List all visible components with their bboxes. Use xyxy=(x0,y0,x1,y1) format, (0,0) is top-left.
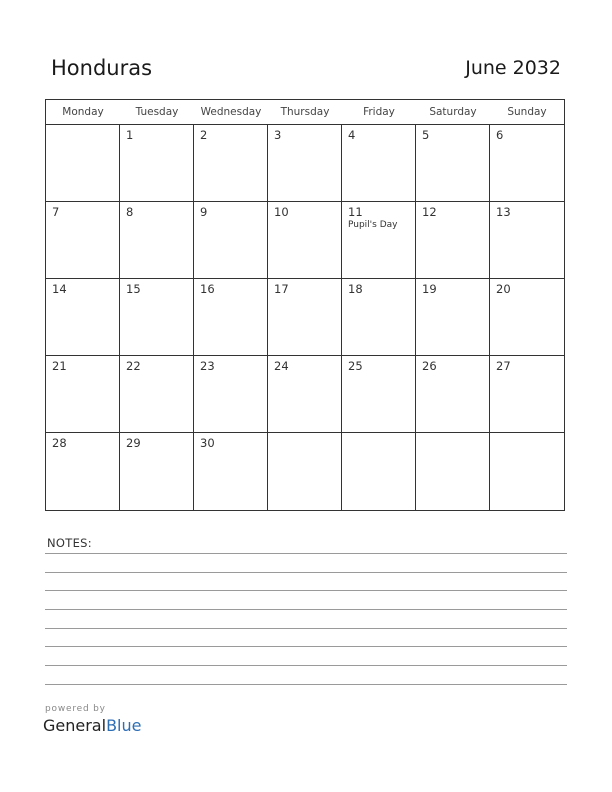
calendar-grid xyxy=(45,99,565,511)
day-cell xyxy=(416,202,490,279)
day-number: 9 xyxy=(200,205,208,219)
day-cell xyxy=(120,125,194,202)
day-cell xyxy=(268,125,342,202)
day-cell xyxy=(268,279,342,356)
day-cell xyxy=(194,202,268,279)
note-line xyxy=(45,628,567,629)
weekday-saturday: Saturday xyxy=(429,106,477,118)
day-number: 11 xyxy=(348,205,363,219)
day-number: 15 xyxy=(126,282,141,296)
day-number: 19 xyxy=(422,282,437,296)
day-number: 26 xyxy=(422,359,437,373)
day-number: 4 xyxy=(348,128,356,142)
day-cell xyxy=(46,433,120,510)
day-cell xyxy=(268,356,342,433)
note-line xyxy=(45,646,567,647)
day-cell xyxy=(416,433,490,510)
day-cell xyxy=(342,433,416,510)
weekday-monday: Monday xyxy=(62,106,104,118)
weekday-tuesday: Tuesday xyxy=(135,106,179,118)
day-cell xyxy=(268,202,342,279)
day-number: 3 xyxy=(274,128,282,142)
powered-by-text: powered by xyxy=(45,704,106,714)
day-cell xyxy=(490,433,564,510)
month-year-title: June 2032 xyxy=(465,57,561,79)
weekday-wednesday: Wednesday xyxy=(200,106,262,118)
day-cell xyxy=(194,279,268,356)
brand-general: General xyxy=(43,716,107,735)
day-number: 10 xyxy=(274,205,289,219)
day-cell xyxy=(194,433,268,510)
day-number: 6 xyxy=(496,128,504,142)
day-cell xyxy=(46,202,120,279)
day-number: 7 xyxy=(52,205,60,219)
day-cell xyxy=(416,279,490,356)
day-cell xyxy=(46,279,120,356)
weekday-thursday: Thursday xyxy=(280,106,330,118)
day-cell xyxy=(342,202,416,279)
day-cell xyxy=(194,356,268,433)
day-number: 8 xyxy=(126,205,134,219)
weekday-sunday: Sunday xyxy=(507,106,547,118)
day-number: 28 xyxy=(52,436,67,450)
day-number: 24 xyxy=(274,359,289,373)
note-line xyxy=(45,590,567,591)
note-line xyxy=(45,572,567,573)
day-cell xyxy=(416,125,490,202)
day-number: 23 xyxy=(200,359,215,373)
day-cell xyxy=(342,279,416,356)
day-number: 22 xyxy=(126,359,141,373)
day-number: 18 xyxy=(348,282,363,296)
day-cell xyxy=(120,279,194,356)
day-cell xyxy=(490,356,564,433)
day-cell xyxy=(416,356,490,433)
day-number: 17 xyxy=(274,282,289,296)
day-number: 12 xyxy=(422,205,437,219)
day-number: 16 xyxy=(200,282,215,296)
day-cell xyxy=(194,125,268,202)
day-cell xyxy=(490,125,564,202)
day-number: 25 xyxy=(348,359,363,373)
brand-blue: Blue xyxy=(106,716,142,735)
day-cell xyxy=(46,125,120,202)
day-number: 2 xyxy=(200,128,208,142)
note-line xyxy=(45,609,567,610)
weekday-header-row xyxy=(46,100,564,125)
generalblue-logo xyxy=(43,716,141,735)
day-number: 20 xyxy=(496,282,511,296)
day-number: 30 xyxy=(200,436,215,450)
day-cell xyxy=(46,356,120,433)
weekday-friday: Friday xyxy=(363,106,395,118)
day-cell xyxy=(120,356,194,433)
day-number: 29 xyxy=(126,436,141,450)
day-cell xyxy=(120,433,194,510)
note-line xyxy=(45,553,567,554)
day-number: 27 xyxy=(496,359,511,373)
day-cell xyxy=(268,433,342,510)
day-cell xyxy=(490,202,564,279)
day-number: 14 xyxy=(52,282,67,296)
day-cell xyxy=(342,356,416,433)
note-line xyxy=(45,684,567,685)
day-number: 5 xyxy=(422,128,430,142)
note-line xyxy=(45,665,567,666)
day-number: 13 xyxy=(496,205,511,219)
day-cell xyxy=(490,279,564,356)
holiday-label: Pupil's Day xyxy=(348,220,398,230)
day-cell xyxy=(120,202,194,279)
day-number: 1 xyxy=(126,128,134,142)
country-title: Honduras xyxy=(51,56,153,80)
weeks-grid xyxy=(46,125,564,510)
day-number: 21 xyxy=(52,359,67,373)
day-cell xyxy=(342,125,416,202)
notes-label: NOTES: xyxy=(47,536,92,550)
